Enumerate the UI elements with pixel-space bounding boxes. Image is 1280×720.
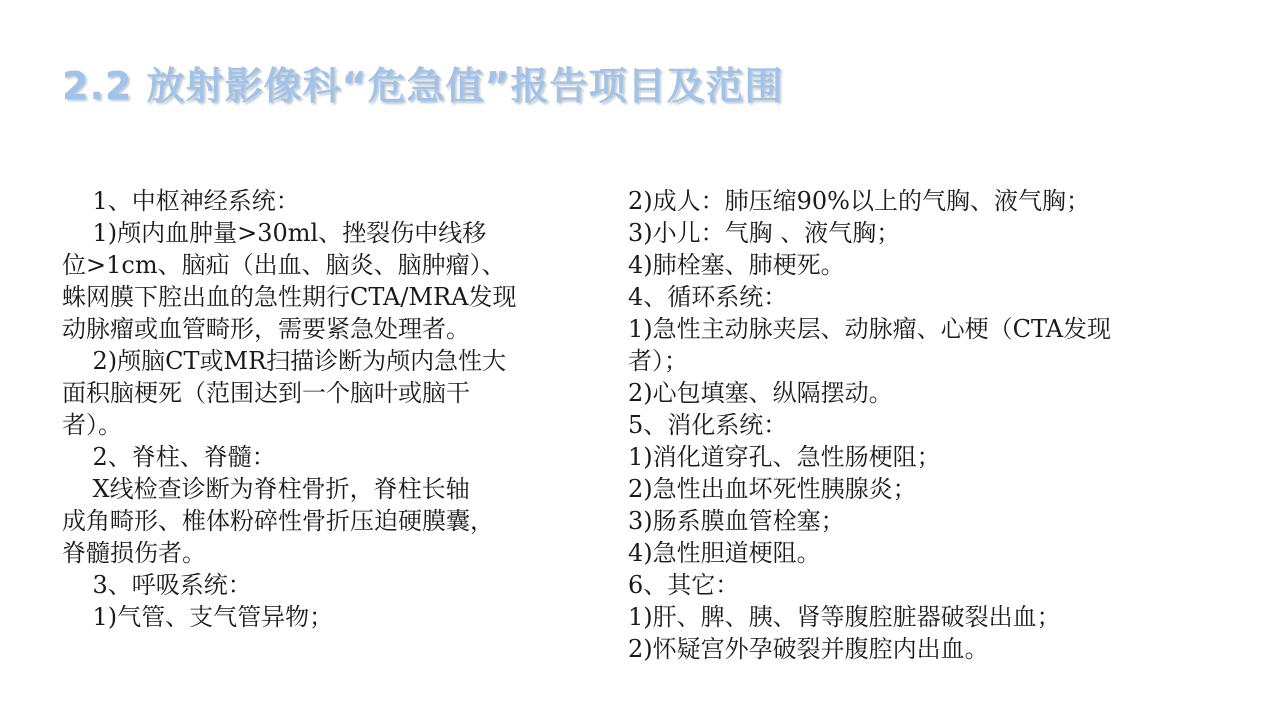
right-line: 2)怀疑宫外孕破裂并腹腔内出血。 — [628, 635, 989, 663]
left-line: 蛛网膜下腔出血的急性期行CTA/MRA发现 — [62, 283, 517, 311]
right-line: 3)小儿：气胸 、液气胸； — [628, 219, 901, 247]
left-line: 2、脊柱、脊髓： — [62, 443, 276, 471]
right-column — [628, 185, 1228, 665]
right-line: 1)肝、脾、胰、肾等腹腔脏器破裂出血； — [628, 603, 1061, 631]
right-line: 1)急性主动脉夹层、动脉瘤、心梗（CTA发现 — [628, 315, 1112, 343]
left-line: 动脉瘤或血管畸形，需要紧急处理者。 — [62, 315, 470, 343]
right-line: 5、消化系统： — [628, 411, 788, 439]
left-line: 3、呼吸系统： — [62, 571, 252, 599]
left-column — [62, 185, 552, 633]
left-line: 成角畸形、椎体粉碎性骨折压迫硬膜囊， — [62, 507, 494, 535]
left-line: 2)颅脑CT或MR扫描诊断为颅内急性大 — [62, 347, 507, 375]
right-line: 1)消化道穿孔、急性肠梗阻； — [628, 443, 941, 471]
right-line: 2)成人：肺压缩90%以上的气胸、液气胸； — [628, 187, 1090, 215]
left-line: 脊髓损伤者。 — [62, 539, 206, 567]
left-line: 1、中枢神经系统： — [62, 187, 300, 215]
right-line: 4、循环系统： — [628, 283, 788, 311]
left-line: 者）。 — [62, 411, 122, 439]
right-line: 2)急性出血坏死性胰腺炎； — [628, 475, 917, 503]
left-line: 1)气管、支气管异物； — [62, 603, 334, 631]
right-line: 3)肠系膜血管栓塞； — [628, 507, 845, 535]
right-line: 4)急性胆道梗阻。 — [628, 539, 821, 567]
left-line: 位>1cm、脑疝（出血、脑炎、脑肿瘤）、 — [62, 251, 506, 279]
left-line: X线检查诊断为脊柱骨折，脊柱长轴 — [62, 475, 470, 503]
right-line: 6、其它： — [628, 571, 740, 599]
left-line: 面积脑梗死（范围达到一个脑叶或脑干 — [62, 379, 470, 407]
right-line: 2)心包填塞、纵隔摆动。 — [628, 379, 893, 407]
right-line: 4)肺栓塞、肺梗死。 — [628, 251, 845, 279]
right-line: 者）； — [628, 347, 688, 375]
slide-title: 2.2 放射影像科“危急值”报告项目及范围 — [62, 64, 784, 108]
left-line: 1)颅内血肿量>30ml、挫裂伤中线移 — [62, 219, 487, 247]
